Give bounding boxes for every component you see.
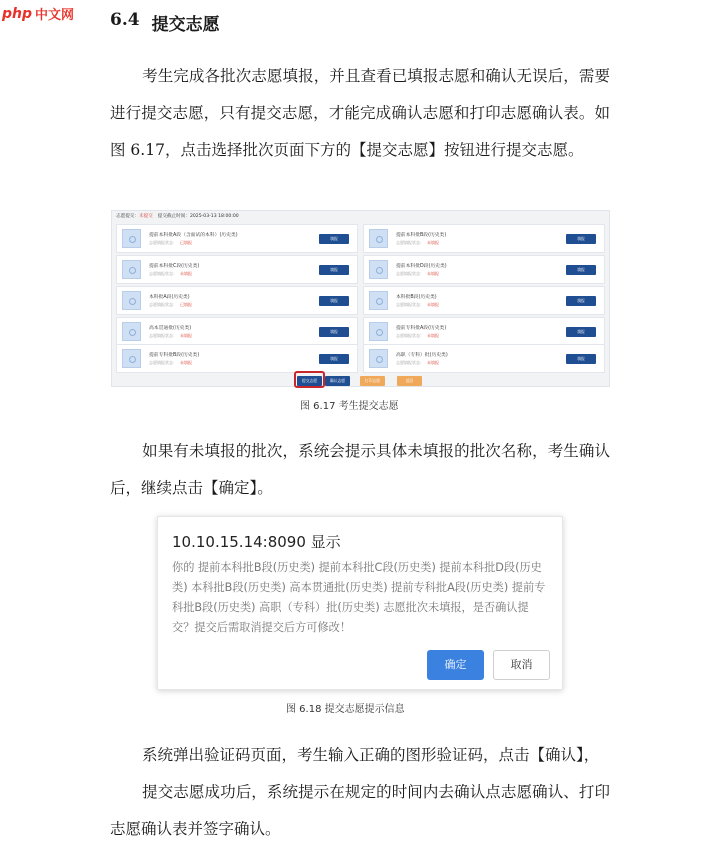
batch-status: 志愿填报状态： 未填报 xyxy=(149,360,192,365)
fill-button[interactable]: 填报 xyxy=(566,265,596,275)
batch-thumbnail-icon xyxy=(369,322,388,341)
figure-617-caption: 图 6.17 考生提交志愿 xyxy=(300,401,399,412)
batch-card xyxy=(116,344,358,373)
section-number: 6.4 xyxy=(110,10,140,30)
batch-card xyxy=(116,317,358,346)
batch-title: 提前本科批A段（含面试的本科）(历史类) xyxy=(149,233,238,238)
fill-button[interactable]: 填报 xyxy=(566,234,596,244)
batch-thumbnail-icon xyxy=(122,291,141,310)
batch-status: 志愿填报状态： 未填报 xyxy=(396,333,439,338)
figure-618-caption: 图 6.18 提交志愿提示信息 xyxy=(286,704,405,715)
fill-button[interactable]: 填报 xyxy=(566,327,596,337)
batch-title: 提前本科批B段(历史类) xyxy=(396,233,447,238)
site-watermark xyxy=(2,4,74,23)
batch-card xyxy=(363,317,605,346)
submit-preferences-button[interactable]: 提交志愿 xyxy=(297,376,322,386)
back-button[interactable]: 返回 xyxy=(397,376,422,386)
batch-card xyxy=(363,286,605,315)
fill-button[interactable]: 填报 xyxy=(319,265,349,275)
deadline-text: 提交截止时间：2025-03-13 18:00:00 xyxy=(157,214,239,219)
batch-card xyxy=(116,286,358,315)
batch-title: 高本贯通批(历史类) xyxy=(149,326,192,331)
fill-button[interactable]: 填报 xyxy=(319,327,349,337)
dialog-message: 你的 提前本科批B段(历史类) 提前本科批C段(历史类) 提前本科批D段(历史类) 本科批B段(历史类) 高本贯通批(历史类) 提前专科批A段(历史类) 提前专科批B段(历史类) 高职（专科）批(历史类) 志愿批次未填报，是否确认提交？提交后需取消提交后方可修改！ xyxy=(172,561,546,634)
print-preferences-button[interactable]: 打印志愿 xyxy=(360,376,385,386)
dialog-cancel-button[interactable]: 取消 xyxy=(493,650,550,680)
batch-status: 志愿填报状态： 未填报 xyxy=(396,271,439,276)
batch-title: 本科批B段(历史类) xyxy=(396,295,437,300)
submission-status-bar xyxy=(116,213,239,219)
batch-thumbnail-icon xyxy=(369,291,388,310)
paragraph-success xyxy=(110,774,610,848)
fill-button[interactable]: 填报 xyxy=(319,296,349,306)
batch-title: 本科批A段(历史类) xyxy=(149,295,190,300)
watermark-site: 中文网 xyxy=(35,8,75,23)
status-label: 志愿提交： xyxy=(116,214,139,219)
batch-card xyxy=(363,224,605,253)
paragraph-unfilled xyxy=(110,433,610,507)
paragraph-captcha xyxy=(110,737,610,774)
watermark-brand: php xyxy=(2,5,33,22)
batch-thumbnail-icon xyxy=(122,322,141,341)
status-value: 未提交 xyxy=(138,214,153,219)
confirm-preferences-button[interactable]: 确认志愿 xyxy=(325,376,350,386)
section-title: 提交志愿 xyxy=(151,15,220,35)
dialog-title: 10.10.15.14:8090 显示 xyxy=(172,533,341,551)
paragraph-unfilled-text: 如果有未填报的批次，系统会提示具体未填报的批次名称，考生确认后，继续点击【确定】。 xyxy=(110,442,610,497)
fill-button[interactable]: 填报 xyxy=(566,354,596,364)
paragraph-captcha-text: 系统弹出验证码页面，考生输入正确的图形验证码，点击【确认】， xyxy=(142,746,600,764)
batch-card xyxy=(116,224,358,253)
batch-thumbnail-icon xyxy=(122,229,141,248)
fill-button[interactable]: 填报 xyxy=(319,234,349,244)
paragraph-intro xyxy=(110,58,610,169)
figure-617-screenshot xyxy=(111,210,610,387)
fill-button[interactable]: 填报 xyxy=(566,296,596,306)
submit-button-highlight xyxy=(294,371,325,388)
batch-thumbnail-icon xyxy=(122,260,141,279)
dialog-ok-button[interactable]: 确定 xyxy=(427,650,484,680)
section-heading xyxy=(110,10,220,35)
batch-thumbnail-icon xyxy=(369,349,388,368)
batch-card xyxy=(363,344,605,373)
batch-title: 提前专科批A段(历史类) xyxy=(396,326,447,331)
batch-status: 志愿填报状态： 未填报 xyxy=(396,240,439,245)
batch-status: 志愿填报状态： 未填报 xyxy=(149,271,192,276)
batch-status: 志愿填报状态： 已填报 xyxy=(149,302,192,307)
batch-status: 志愿填报状态： 未填报 xyxy=(396,302,439,307)
paragraph-intro-text: 考生完成各批次志愿填报，并且查看已填报志愿和确认无误后，需要进行提交志愿，只有提交志愿，才能完成确认志愿和打印志愿确认表。如图 6.17，点击选择批次页面下方的【提交志愿】按钮进行提交志愿。 xyxy=(110,67,610,159)
fill-button[interactable]: 填报 xyxy=(319,354,349,364)
batch-card xyxy=(363,255,605,284)
batch-status: 志愿填报状态： 未填报 xyxy=(149,333,192,338)
batch-thumbnail-icon xyxy=(369,229,388,248)
confirm-dialog xyxy=(157,516,563,690)
batch-title: 提前本科批D段(历史类) xyxy=(396,264,447,269)
batch-status: 志愿填报状态： 已填报 xyxy=(149,240,192,245)
batch-thumbnail-icon xyxy=(369,260,388,279)
batch-title: 高职（专科）批(历史类) xyxy=(396,353,448,358)
batch-title: 提前本科批C段(历史类) xyxy=(149,264,200,269)
batch-status: 志愿填报状态： 未填报 xyxy=(396,360,439,365)
batch-title: 提前专科批B段(历史类) xyxy=(149,353,200,358)
batch-thumbnail-icon xyxy=(122,349,141,368)
paragraph-success-text: 提交志愿成功后，系统提示在规定的时间内去确认点志愿确认、打印志愿确认表并签字确认。 xyxy=(110,783,610,838)
batch-card xyxy=(116,255,358,284)
